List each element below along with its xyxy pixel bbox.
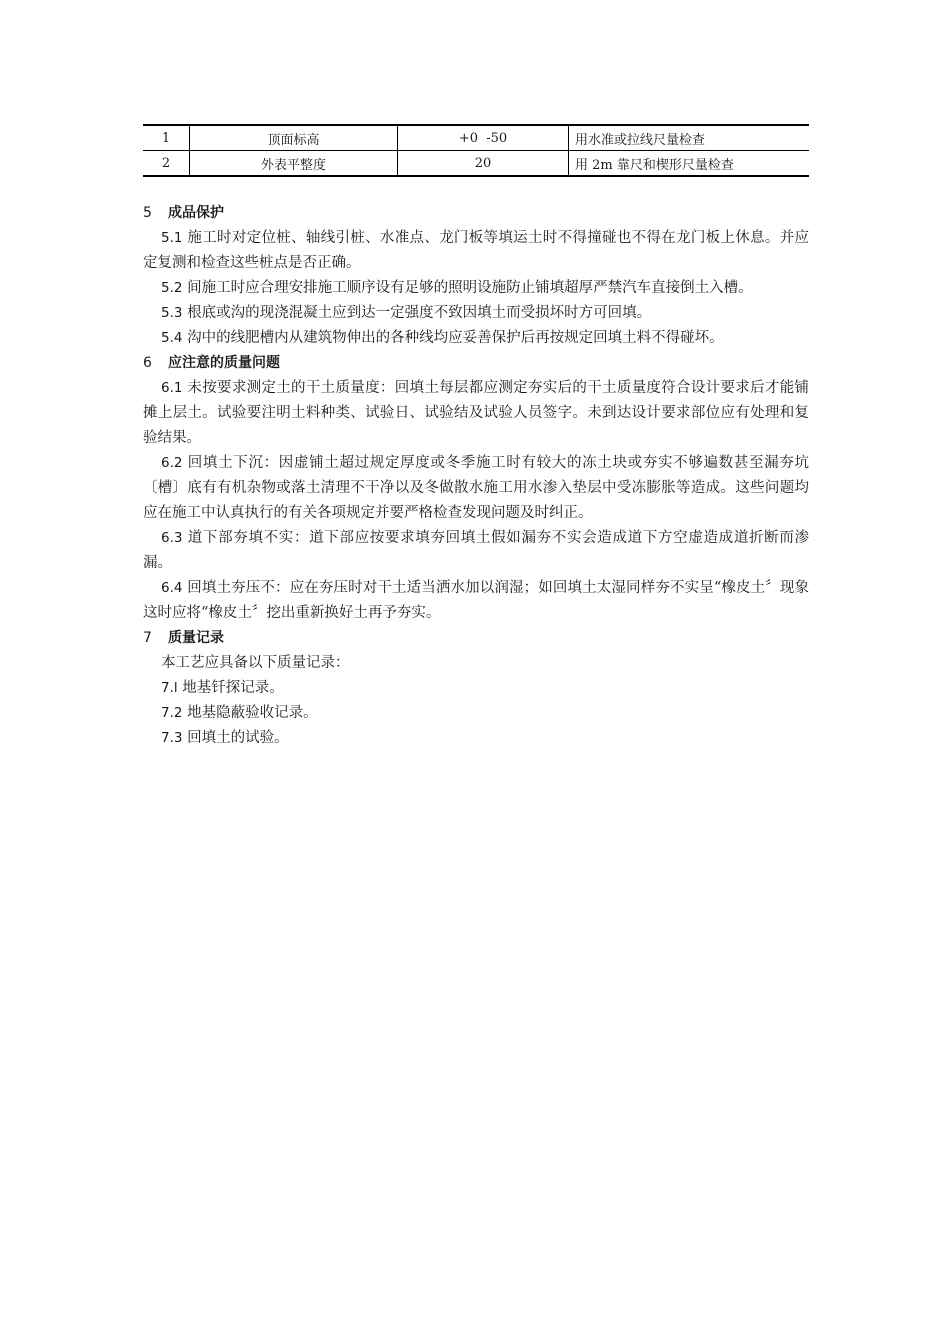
paragraph [143,326,809,351]
inspection-table [143,124,809,177]
clause-number: 7.l [161,680,178,696]
clause-number: 6.4 [161,580,183,596]
clause-text: 施工时对定位桩、轴线引桩、水准点、龙门板等填运土时不得撞碰也不得在龙门板上休息。并应定复测和检查这些桩点是否正确。 [143,230,810,271]
section-heading [143,201,809,226]
clause-text: 地基钎探记录。 [182,680,284,696]
paragraph [143,376,809,451]
item-name: 顶面标高 [190,125,398,151]
paragraph [143,276,809,301]
paragraph [143,226,809,276]
clause-number: 6.1 [161,380,183,396]
clause-text: 沟中的线肥槽内从建筑物伸出的各种线均应妥善保护后再按规定回填土料不得碰坏。 [187,330,724,346]
section-number: 7 [143,630,152,646]
clause-text: 地基隐蔽验收记录。 [187,705,318,721]
clause-number: 6.2 [161,455,183,471]
clause-text: 回填土下沉：因虚铺土超过规定厚度或冬季施工时有较大的冻土块或夯实不够遍数甚至漏夯坑〔槽〕底有有机杂物或落土清理不干净以及冬做散水施工用水渗入垫层中受冻膨胀等造成。这些问题均应在施工中认真执行的有关各项规定并要严格检查发现问题及时纠正。 [143,455,809,521]
check-method: 用 2m 靠尺和楔形尺量检查 [569,151,810,177]
paragraph [143,676,809,701]
clause-text: 未按要求测定土的干土质量度：回填土每层都应测定夯实后的干土质量度符合设计要求后才能铺摊上层土。试验要注明土料种类、试验日、试验结及试验人员签字。未到达设计要求部位应有处理和复验结果。 [143,380,810,446]
clause-text: 道下部夯填不实：道下部应按要求填夯回填土假如漏夯不实会造成道下方空虚造成道折断而渗漏。 [143,530,809,571]
section-heading [143,626,809,651]
section-title: 应注意的质量问题 [168,355,280,371]
clause-number: 7.3 [161,730,183,746]
paragraph [143,576,809,626]
section-number: 6 [143,355,152,371]
paragraph [143,301,809,326]
tolerance-value: +0 -50 [398,125,569,151]
clause-number: 7.2 [161,705,183,721]
section-title: 成品保护 [168,205,224,221]
item-name: 外表平整度 [190,151,398,177]
document-body [143,201,809,751]
clause-number: 5.3 [161,305,183,321]
paragraph [143,451,809,526]
clause-number: 6.3 [161,530,183,546]
clause-text: 回填土的试验。 [187,730,289,746]
table-row [143,125,809,151]
clause-number: 5.4 [161,330,183,346]
check-method: 用水准或拉线尺量检查 [569,125,810,151]
section-heading [143,351,809,376]
paragraph [143,526,809,576]
paragraph [143,701,809,726]
row-number: 1 [161,130,171,146]
clause-number: 5.2 [161,280,183,296]
intro-text: 本工艺应具备以下质量记录： [161,655,350,671]
paragraph [143,726,809,751]
table-row [143,151,809,177]
row-number: 2 [143,151,190,177]
section-number: 5 [143,205,152,221]
clause-text: 间施工时应合理安排施工顺序设有足够的照明设施防止铺填超厚严禁汽车直接倒土入槽。 [187,280,753,296]
tolerance-value: 20 [398,151,569,177]
section-title: 质量记录 [168,630,224,646]
clause-number: 5.1 [161,230,183,246]
clause-text: 回填土夯压不：应在夯压时对干土适当洒水加以润湿；如回填土太湿同样夯不实呈“橡皮土〞现象这时应将“橡皮土〞挖出重新换好土再予夯实。 [143,580,810,621]
clause-text: 根底或沟的现浇混凝土应到达一定强度不致因填土而受损坏时方可回填。 [187,305,652,321]
